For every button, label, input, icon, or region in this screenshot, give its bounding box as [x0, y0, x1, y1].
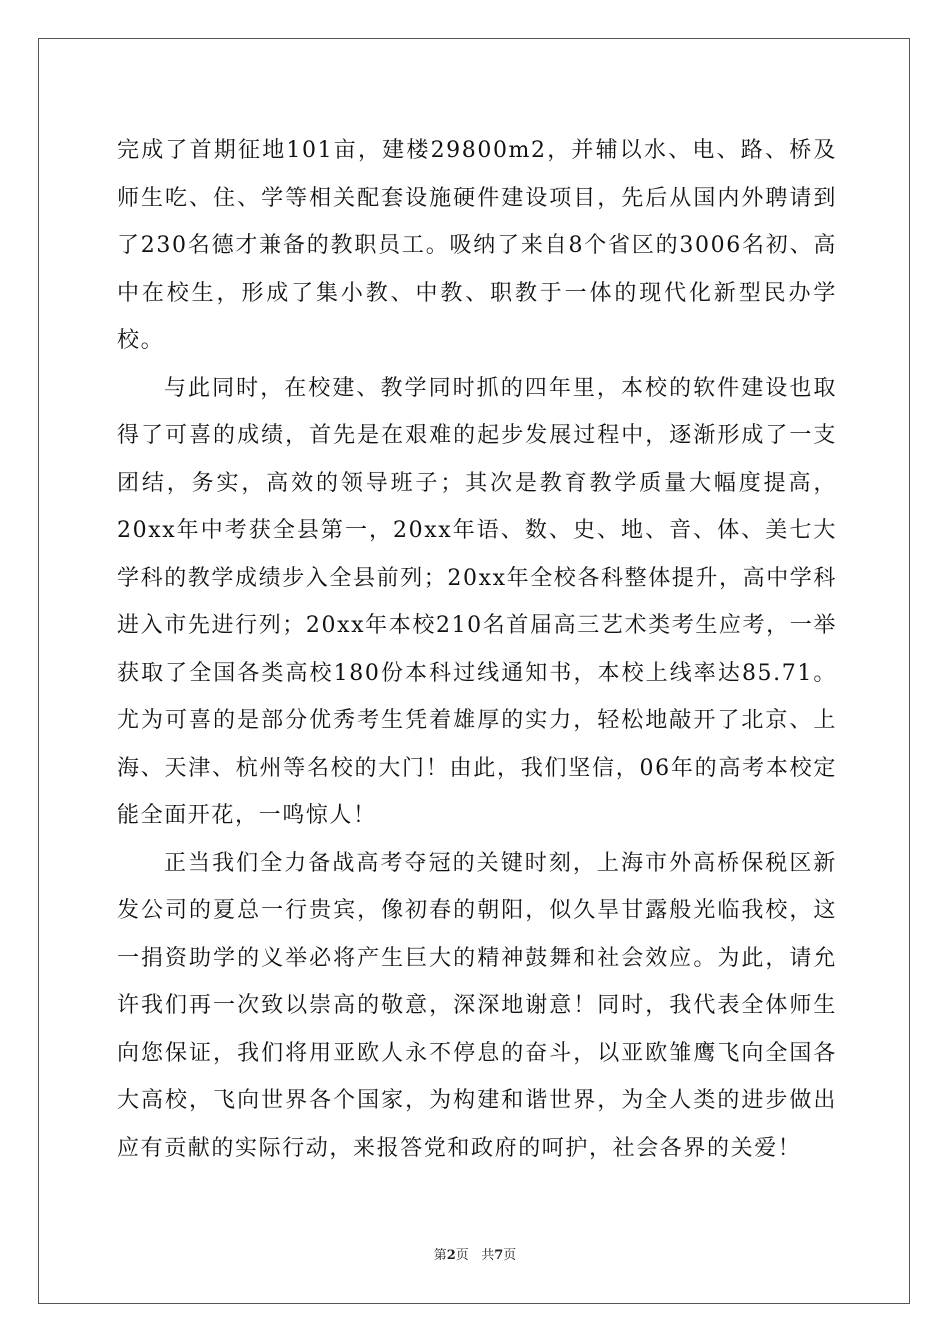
footer-total-label: 页 — [503, 1248, 517, 1263]
page-footer — [0, 1244, 950, 1263]
footer-page-label: 页 — [455, 1248, 469, 1263]
paragraph-3: 正当我们全力备战高考夺冠的关键时刻，上海市外高桥保税区新发公司的夏总一行贵宾，像初春的朝阳，似久旱甘露般光临我校，这一捐资助学的义举必将产生巨大的精神鼓舞和社会效应。为此，请允许我们再一次致以崇高的敬意，深深地谢意！同时，我代表全体师生向您保证，我们将用亚欧人永不停息的奋斗，以亚欧雏鹰飞向全国各大高校，飞向世界各个国家，为构建和谐世界，为全人类的进步做出应有贡献的实际行动，来报答党和政府的呵护，社会各界的关爱！ — [117, 850, 837, 1161]
footer-prefix: 第 — [433, 1248, 447, 1263]
paragraph-2: 与此同时，在校建、教学同时抓的四年里，本校的软件建设也取得了可喜的成绩，首先是在艰难的起步发展过程中，逐渐形成了一支团结，务实，高效的领导班子；其次是教育教学质量大幅度提高，20xx年中考获全县第一，20xx年语、数、史、地、音、体、美七大学科的教学成绩步入全县前列；20xx年全校各科整体提升，高中学科进入市先进行列；20xx年本校210名首届高三艺术类考生应考，一举获取了全国各类高校180份本科过线通知书，本校上线率达85.71。尤为可喜的是部分优秀考生凭着雄厚的实力，轻松地敲开了北京、上海、天津、杭州等名校的大门！由此，我们坚信，06年的高考本校定能全面开花，一鸣惊人！ — [117, 375, 838, 828]
paragraph-1: 完成了首期征地101亩，建楼29800m2，并辅以水、电、路、桥及师生吃、住、学等相关配套设施硬件建设项目，先后从国内外聘请到了230名德才兼备的教职员工。吸纳了来自8个省区的3006名初、高中在校生，形成了集小教、中教、职教于一体的现代化新型民办学校。 — [117, 138, 837, 353]
current-page-number: 2 — [446, 1248, 456, 1263]
total-page-count: 7 — [494, 1248, 504, 1263]
footer-total-prefix: 共 — [481, 1248, 495, 1263]
document-body — [117, 127, 837, 1172]
